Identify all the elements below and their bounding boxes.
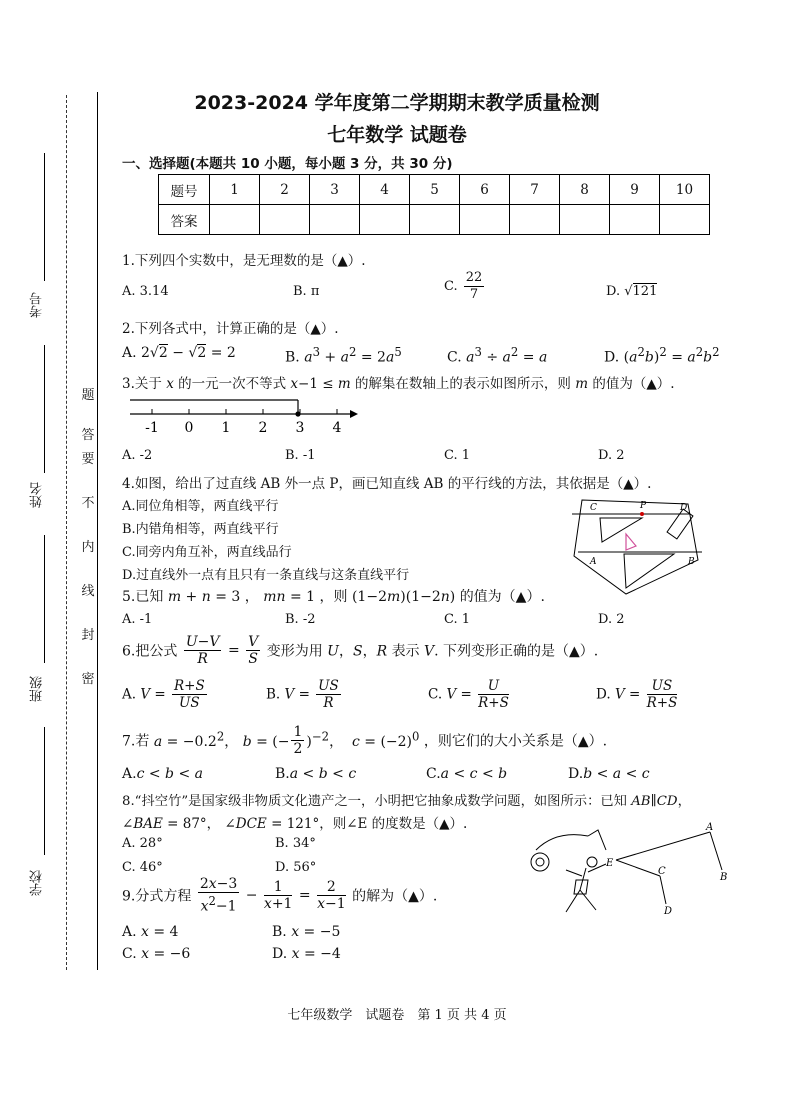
number-line-tick-label: 2 bbox=[258, 420, 268, 436]
fig-label-b: B bbox=[688, 557, 695, 567]
q5-option-a: A. -1 bbox=[122, 612, 153, 627]
section-heading: 一、选择题(本题共 10 小题，每小题 3 分，共 30 分) bbox=[122, 156, 453, 172]
q5-option-b: B. -2 bbox=[285, 612, 316, 627]
fig-label-d: D bbox=[680, 503, 688, 513]
q4-option-b: B.内错角相等，两直线平行 bbox=[122, 522, 279, 537]
q8-option-b: B. 34° bbox=[275, 836, 316, 851]
warning-char: 内 bbox=[81, 540, 95, 555]
q4-option-c: C.同旁内角互补，两直线品行 bbox=[122, 545, 292, 560]
blank-line-exam-no bbox=[44, 153, 45, 281]
q2-option-c: C. $a^3 \div a^2 = a$ bbox=[447, 345, 548, 366]
q8-option-c: C. 46° bbox=[122, 860, 163, 875]
q1-option-b: B. π bbox=[293, 284, 320, 299]
q7-option-b: B.a < b < c bbox=[275, 766, 357, 782]
table-header-label: 题号 bbox=[159, 175, 210, 205]
page-footer: 七年级数学 试题卷 第 1 页 共 4 页 bbox=[287, 1008, 507, 1023]
fig-label-p: P bbox=[640, 501, 647, 511]
page-subtitle: 七年数学 试题卷 bbox=[327, 124, 467, 146]
label-class: 班级 bbox=[30, 676, 45, 702]
answer-cell[interactable] bbox=[560, 205, 610, 235]
q3-option-c: C. 1 bbox=[444, 448, 471, 463]
q1-option-c: C. $\frac{22}{7}$ bbox=[444, 270, 483, 302]
question-5-stem: 5.已知 m + n = 3 ， mn = 1 ，则 (1−2m)(1−2n) 的值为（▲）. bbox=[122, 589, 545, 605]
table-number: 4 bbox=[360, 175, 410, 205]
fig-label-e: E bbox=[606, 858, 614, 869]
page-title: 2023-2024 学年度第二学期期末教学质量检测 bbox=[194, 92, 600, 114]
q9-option-b: B. x = −5 bbox=[272, 924, 341, 940]
fig-label-d: D bbox=[664, 906, 673, 917]
answer-cell[interactable] bbox=[610, 205, 660, 235]
warning-char: 密 bbox=[81, 672, 95, 687]
q1-option-a: A. 3.14 bbox=[122, 284, 169, 299]
q6-option-c: C. V = $\frac{U}{R+S}$ bbox=[428, 678, 509, 711]
question-8-stem-line1: 8.“抖空竹”是国家级非物质文化遗产之一，小明把它抽象成数学问题，如图所示：已知 AB∥CD， bbox=[122, 794, 691, 809]
number-line-tick-label: 1 bbox=[221, 420, 231, 436]
q2-option-b: B. $a^3 + a^2 = 2a^5$ bbox=[285, 345, 402, 366]
question-4-stem: 4.如图，给出了过直线 AB 外一点 P，画已知直线 AB 的平行线的方法，其依据是（▲）. bbox=[122, 476, 652, 492]
q3-option-d: D. 2 bbox=[598, 448, 625, 463]
q9-option-c: C. x = −6 bbox=[122, 946, 191, 962]
q8-option-a: A. 28° bbox=[122, 836, 163, 851]
q7-option-c: C.a < c < b bbox=[426, 766, 508, 782]
warning-char: 线 bbox=[81, 584, 95, 599]
binding-line-solid bbox=[97, 92, 98, 970]
table-number: 3 bbox=[310, 175, 360, 205]
answer-cell[interactable] bbox=[460, 205, 510, 235]
q8-option-d: D. 56° bbox=[275, 860, 317, 875]
fig-label-b: B bbox=[720, 872, 728, 883]
answer-cell[interactable] bbox=[510, 205, 560, 235]
warning-char: 答 bbox=[81, 428, 95, 443]
q9-option-d: D. x = −4 bbox=[272, 946, 341, 962]
question-1-stem: 1.下列四个实数中，是无理数的是（▲）. bbox=[122, 253, 366, 269]
blank-line-name bbox=[44, 345, 45, 473]
table-number: 1 bbox=[210, 175, 260, 205]
blank-line-class bbox=[44, 535, 45, 663]
question-8-stem-line2: ∠BAE = 87°， ∠DCE = 121°，则∠E 的度数是（▲）. bbox=[122, 816, 468, 832]
parallel-ruler-figure bbox=[570, 494, 710, 602]
diabolo-figure bbox=[526, 820, 746, 920]
fig-label-a: A bbox=[590, 557, 597, 567]
q2-option-a: A. 2√2 − √2 = 2 bbox=[122, 345, 236, 361]
q3-option-b: B. -1 bbox=[285, 448, 316, 463]
q7-option-a: A.c < b < a bbox=[122, 766, 204, 782]
answer-cell[interactable] bbox=[310, 205, 360, 235]
q7-option-d: D.b < a < c bbox=[568, 766, 650, 782]
table-number: 6 bbox=[460, 175, 510, 205]
warning-char: 题 bbox=[81, 388, 95, 403]
q5-option-d: D. 2 bbox=[598, 612, 625, 627]
number-line-tick-label: 4 bbox=[332, 420, 342, 436]
table-number: 8 bbox=[560, 175, 610, 205]
warning-char: 要 bbox=[81, 452, 95, 467]
label-school: 学校 bbox=[30, 870, 45, 896]
answer-cell[interactable] bbox=[210, 205, 260, 235]
q4-option-a: A.同位角相等，两直线平行 bbox=[122, 499, 279, 514]
fig-label-a: A bbox=[706, 822, 714, 833]
answer-cell[interactable] bbox=[660, 205, 710, 235]
table-number: 5 bbox=[410, 175, 460, 205]
answer-cell[interactable] bbox=[260, 205, 310, 235]
sqrt-sign: √ bbox=[624, 284, 633, 299]
label-name: 姓名 bbox=[30, 482, 45, 508]
q6-option-b: B. V = $\frac{US}{R}$ bbox=[266, 678, 339, 711]
table-number: 9 bbox=[610, 175, 660, 205]
number-line-tick-label: 0 bbox=[184, 420, 194, 436]
q5-option-c: C. 1 bbox=[444, 612, 471, 627]
q6-option-d: D. V = $\frac{US}{R+S}$ bbox=[596, 678, 678, 711]
warning-char: 封 bbox=[81, 628, 95, 643]
fig-label-c: C bbox=[590, 503, 597, 513]
q6-option-a: A. V = $\frac{R+S}{US}$ bbox=[122, 678, 205, 711]
question-9-stem: 9.分式方程 $\frac{2x-3}{x^2-1}$ − $\frac{1}{x+1}$ = $\frac{2}{x-1}$ 的解为（▲）. bbox=[122, 876, 438, 915]
binding-line-dashed bbox=[66, 95, 67, 970]
table-answer-label: 答案 bbox=[159, 205, 210, 235]
question-2-stem: 2.下列各式中，计算正确的是（▲）. bbox=[122, 321, 339, 337]
number-line-figure bbox=[126, 392, 366, 440]
table-number: 2 bbox=[260, 175, 310, 205]
answer-table bbox=[158, 174, 710, 235]
number-line-tick-label: -1 bbox=[145, 420, 159, 436]
q1-option-d: D. √121 bbox=[606, 284, 658, 299]
q4-option-d: D.过直线外一点有且只有一条直线与这条直线平行 bbox=[122, 568, 410, 583]
table-number: 7 bbox=[510, 175, 560, 205]
answer-cell[interactable] bbox=[410, 205, 460, 235]
question-6-stem: 6.把公式 $\frac{U-V}{R}$ = $\frac{V}{S}$ 变形为用 U，S，R 表示 V. 下列变形正确的是（▲）. bbox=[122, 634, 599, 667]
number-line-tick-label: 3 bbox=[295, 420, 305, 436]
fig-label-c: C bbox=[658, 866, 666, 877]
warning-char: 不 bbox=[81, 496, 95, 511]
table-number: 10 bbox=[660, 175, 710, 205]
question-3-stem: 3.关于 x 的一元一次不等式 x−1 ≤ m 的解集在数轴上的表示如图所示，则 m 的值为（▲）. bbox=[122, 376, 675, 392]
blank-line-school bbox=[44, 727, 45, 855]
q9-option-a: A. x = 4 bbox=[122, 924, 179, 940]
q3-option-a: A. -2 bbox=[122, 448, 153, 463]
q2-option-d: D. $(a^2b)^2 = a^2b^2$ bbox=[604, 345, 720, 366]
label-exam-no: 考号 bbox=[30, 292, 45, 318]
answer-cell[interactable] bbox=[360, 205, 410, 235]
question-7-stem: 7.若 $a = -0.2^2$， b = (− $\frac{1}{2}$ )$^{-2}$， $c = (-2)^0$ ，则它们的大小关系是（▲）. bbox=[122, 724, 608, 757]
